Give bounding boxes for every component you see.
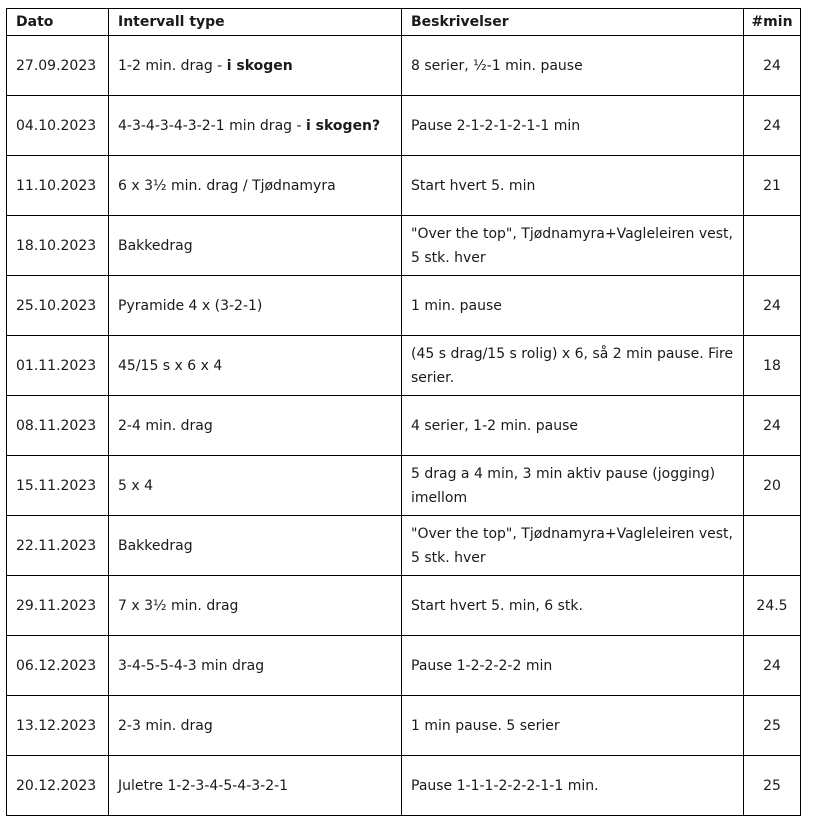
table-row [7, 696, 801, 756]
header-date: Dato [7, 9, 109, 36]
table-row [7, 336, 801, 396]
table-row [7, 156, 801, 216]
type-text: 4-3-4-3-4-3-2-1 min drag - [118, 117, 306, 134]
table-row [7, 396, 801, 456]
cell-type: 2-3 min. drag [109, 696, 402, 756]
cell-date: 13.12.2023 [7, 696, 109, 756]
table-row [7, 216, 801, 276]
type-bold-text: i skogen? [305, 117, 381, 134]
cell-min: 24.5 [744, 576, 801, 636]
cell-desc: "Over the top", Tjødnamyra+Vagleleiren vest, 5 stk. hver [402, 216, 744, 276]
cell-min: 24 [744, 96, 801, 156]
cell-type: 6 x 3½ min. drag / Tjødnamyra [109, 156, 402, 216]
cell-type: 5 x 4 [109, 456, 402, 516]
cell-date: 08.11.2023 [7, 396, 109, 456]
cell-min: 25 [744, 756, 801, 816]
cell-desc: 8 serier, ½-1 min. pause [402, 36, 744, 96]
cell-min [744, 516, 801, 576]
header-min: #min [744, 9, 801, 36]
table-row [7, 636, 801, 696]
cell-date: 22.11.2023 [7, 516, 109, 576]
table-header [7, 9, 801, 36]
cell-type: Pyramide 4 x (3-2-1) [109, 276, 402, 336]
cell-date: 18.10.2023 [7, 216, 109, 276]
table-row [7, 576, 801, 636]
type-text: 1-2 min. drag - [118, 57, 227, 74]
cell-desc: 1 min pause. 5 serier [402, 696, 744, 756]
cell-desc: 1 min. pause [402, 276, 744, 336]
cell-date: 20.12.2023 [7, 756, 109, 816]
cell-date: 15.11.2023 [7, 456, 109, 516]
type-bold-text: i skogen [226, 57, 293, 74]
table-row [7, 756, 801, 816]
cell-min: 25 [744, 696, 801, 756]
cell-min: 24 [744, 396, 801, 456]
table-row [7, 456, 801, 516]
table-row [7, 96, 801, 156]
cell-date: 01.11.2023 [7, 336, 109, 396]
cell-min: 24 [744, 636, 801, 696]
cell-desc: Pause 1-1-1-2-2-2-1-1 min. [402, 756, 744, 816]
cell-type [109, 96, 402, 156]
cell-desc: Pause 1-2-2-2-2 min [402, 636, 744, 696]
cell-min: 21 [744, 156, 801, 216]
header-row [7, 9, 801, 36]
cell-type: Juletre 1-2-3-4-5-4-3-2-1 [109, 756, 402, 816]
cell-type: 2-4 min. drag [109, 396, 402, 456]
cell-type: 7 x 3½ min. drag [109, 576, 402, 636]
cell-type: 3-4-5-5-4-3 min drag [109, 636, 402, 696]
cell-type: Bakkedrag [109, 516, 402, 576]
cell-type [109, 36, 402, 96]
cell-type: Bakkedrag [109, 216, 402, 276]
header-desc: Beskrivelser [402, 9, 744, 36]
cell-date: 29.11.2023 [7, 576, 109, 636]
cell-min: 18 [744, 336, 801, 396]
cell-date: 25.10.2023 [7, 276, 109, 336]
header-type: Intervall type [109, 9, 402, 36]
cell-desc: Start hvert 5. min [402, 156, 744, 216]
interval-table [6, 8, 801, 816]
cell-type: 45/15 s x 6 x 4 [109, 336, 402, 396]
table-row [7, 276, 801, 336]
cell-min: 20 [744, 456, 801, 516]
cell-date: 11.10.2023 [7, 156, 109, 216]
cell-min [744, 216, 801, 276]
cell-date: 06.12.2023 [7, 636, 109, 696]
cell-desc: Pause 2-1-2-1-2-1-1 min [402, 96, 744, 156]
cell-date: 27.09.2023 [7, 36, 109, 96]
cell-desc: Start hvert 5. min, 6 stk. [402, 576, 744, 636]
table-body [7, 36, 801, 816]
cell-min: 24 [744, 36, 801, 96]
table-row [7, 516, 801, 576]
cell-min: 24 [744, 276, 801, 336]
cell-date: 04.10.2023 [7, 96, 109, 156]
cell-desc: "Over the top", Tjødnamyra+Vagleleiren vest, 5 stk. hver [402, 516, 744, 576]
table-row [7, 36, 801, 96]
cell-desc: (45 s drag/15 s rolig) x 6, så 2 min pause. Fire serier. [402, 336, 744, 396]
cell-desc: 5 drag a 4 min, 3 min aktiv pause (jogging) imellom [402, 456, 744, 516]
cell-desc: 4 serier, 1-2 min. pause [402, 396, 744, 456]
